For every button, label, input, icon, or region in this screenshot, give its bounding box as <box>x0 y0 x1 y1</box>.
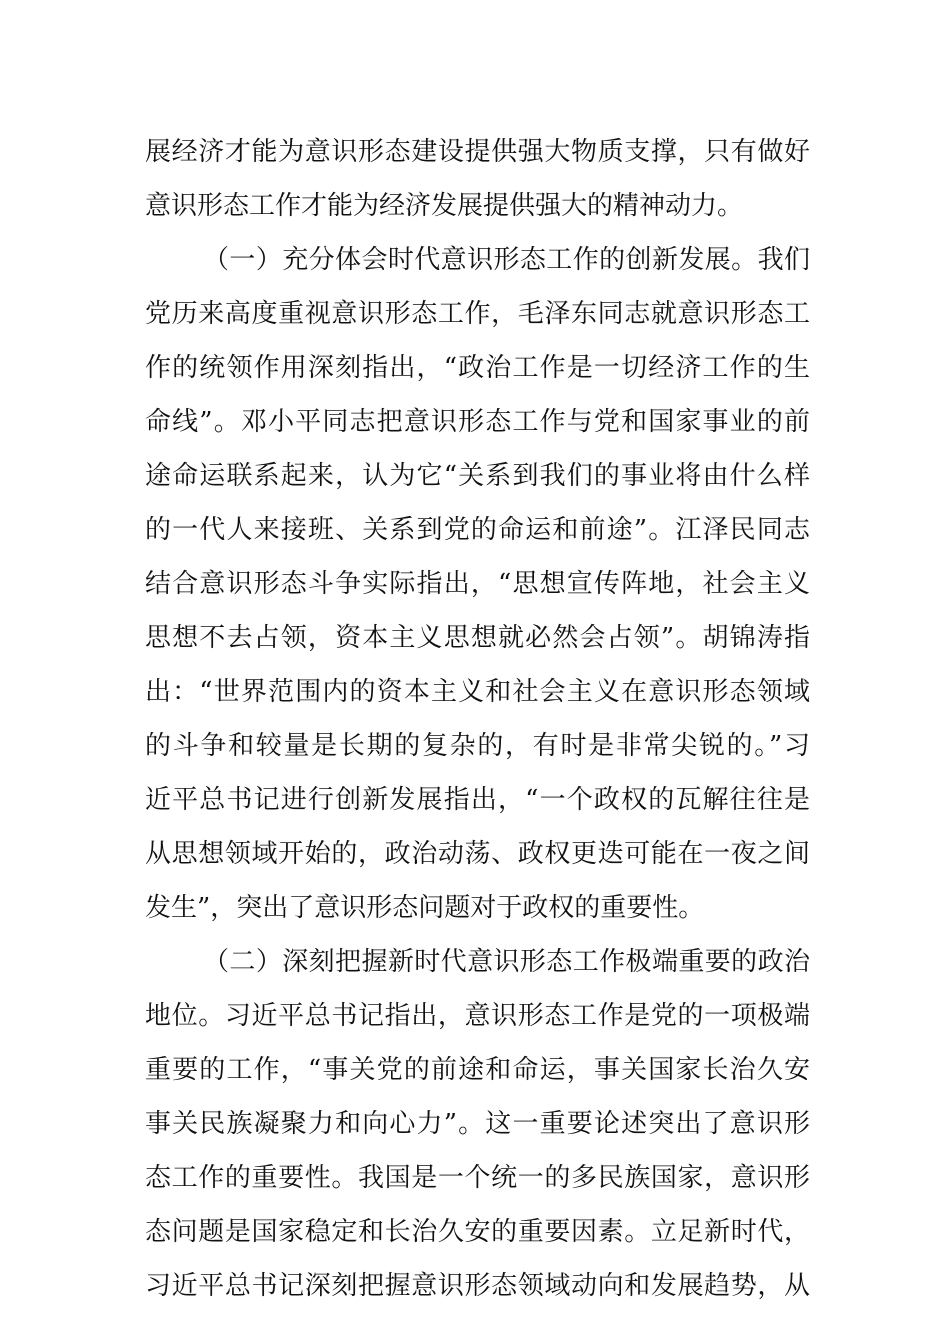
text-line: 展经济才能为意识形态建设提供强大物质支撑，只有做好 <box>145 137 810 167</box>
text-line: 习近平总书记深刻把握意识形态领域动向和发展趋势，从 <box>145 1271 810 1301</box>
section-heading-line: （二）深刻把握新时代意识形态工作极端重要的政治 <box>203 947 810 977</box>
text-line: 发生”，突出了意识形态问题对于政权的重要性。 <box>145 893 705 923</box>
text-line: 近平总书记进行创新发展指出，“一个政权的瓦解往往是 <box>145 785 810 815</box>
section-heading-line: （一）充分体会时代意识形态工作的创新发展。我们 <box>203 245 810 275</box>
text-line: 的一代人来接班、关系到党的命运和前途”。江泽民同志 <box>145 515 810 545</box>
text-line: 党历来高度重视意识形态工作，毛泽东同志就意识形态工 <box>145 299 810 329</box>
text-line: 途命运联系起来，认为它“关系到我们的事业将由什么样 <box>145 461 810 491</box>
text-line: 作的统领作用深刻指出，“政治工作是一切经济工作的生 <box>145 353 810 383</box>
text-line: 命线”。邓小平同志把意识形态工作与党和国家事业的前 <box>145 407 810 437</box>
body-text <box>145 125 810 1313</box>
text-line: 意识形态工作才能为经济发展提供强大的精神动力。 <box>145 191 744 221</box>
text-line: 事关民族凝聚力和向心力”。这一重要论述突出了意识形 <box>145 1109 810 1139</box>
text-line: 出：“世界范围内的资本主义和社会主义在意识形态领域 <box>145 677 810 707</box>
text-line: 重要的工作，“事关党的前途和命运，事关国家长治久安 <box>145 1055 810 1085</box>
text-line: 的斗争和较量是长期的复杂的，有时是非常尖锐的。”习 <box>145 731 810 761</box>
text-line: 结合意识形态斗争实际指出，“思想宣传阵地，社会主义 <box>145 569 810 599</box>
text-line: 态问题是国家稳定和长治久安的重要因素。立足新时代， <box>145 1217 810 1247</box>
text-line: 地位。习近平总书记指出，意识形态工作是党的一项极端 <box>145 1001 810 1031</box>
text-line: 态工作的重要性。我国是一个统一的多民族国家，意识形 <box>145 1163 810 1193</box>
text-line: 从思想领域开始的，政治动荡、政权更迭可能在一夜之间 <box>145 839 810 869</box>
text-line: 思想不去占领，资本主义思想就必然会占领”。胡锦涛指 <box>145 623 810 653</box>
